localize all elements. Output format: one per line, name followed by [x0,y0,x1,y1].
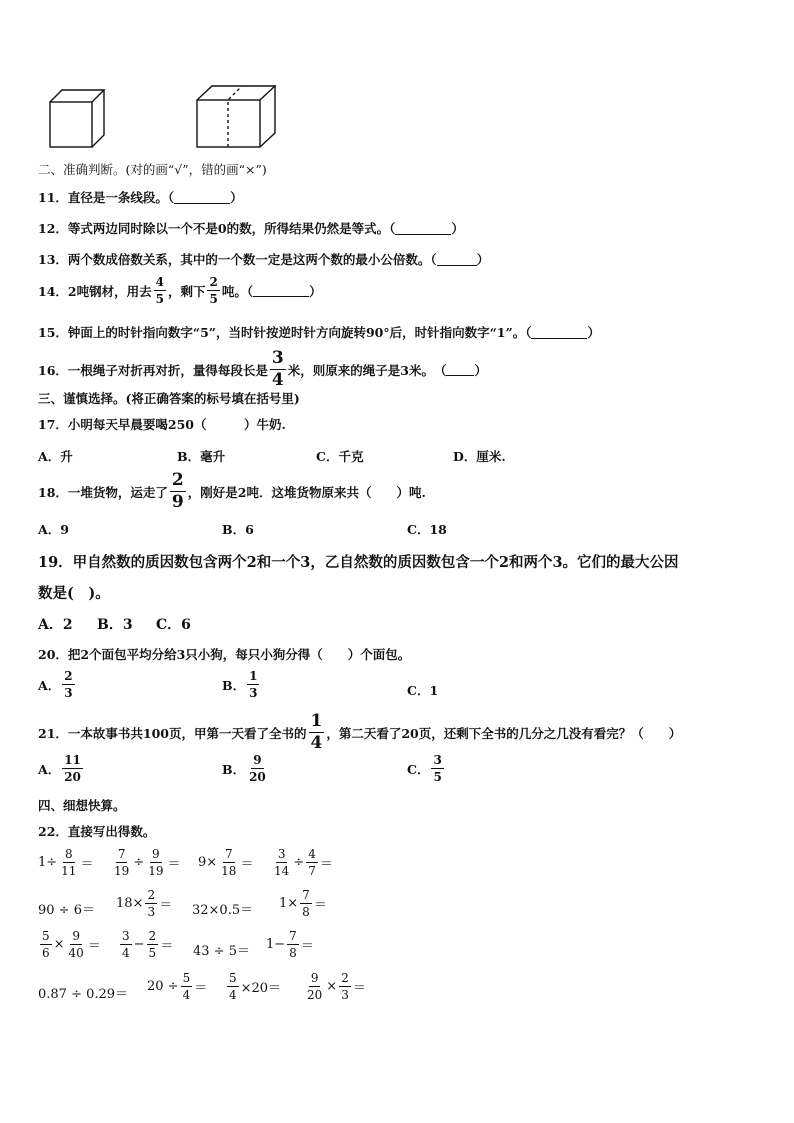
section2-heading: 二、准确判断。(对的画“√”，错的画“×”) [38,162,267,177]
calc-r2-e2: 18× $\frac{2}{3}$ ＝ [116,888,173,919]
question-16: 16．一根绳子对折再对折，量得每段长是 3 4 米，则原来的绳子是3米。 （ ） [38,348,487,390]
calc-r3-e2: 3 4 − $\frac{2}{5}$ ＝ [122,929,174,960]
question-12: 12．等式两边同时除以一个不是0的数，所得结果仍然是等式。（ ） [38,221,464,236]
fraction-1-4: 1 4 [310,711,323,753]
question-19: 19．甲自然数的质因数包含两个2和一个3，乙自然数的质因数包含一个2和两个3。它们的最大公因 [38,554,679,571]
calc-r3-e4: 1− $\frac{7}{8}$ ＝ [266,929,314,960]
answer-blank-13[interactable] [437,253,477,266]
calc-r2-e1: 90 ÷ 6＝ [38,903,95,918]
q17-option-a[interactable]: A．升 [38,449,73,464]
answer-blank-15[interactable] [531,326,587,339]
question-13: 13．两个数成倍数关系，其中的一个数一定是这两个数的最小公倍数。（ ） [38,252,490,267]
fraction-2-5: 2 5 [209,275,218,306]
fraction-9-20: 9 20 [249,753,266,784]
fraction-2-3: 2 3 [64,669,73,700]
q21-option-c[interactable]: C． 3 5 [407,753,442,784]
calc-r1-e4: $\frac{3}{14}$ ÷ $\frac{4}{7}$ ＝ [274,847,333,878]
calc-r4-e2: 20 ÷ $\frac{5}{4}$ ＝ [147,971,208,1002]
fraction-1-3: 1 3 [249,669,258,700]
calc-r4-e1: 0.87 ÷ 0.29＝ [38,987,129,1002]
answer-blank-12[interactable] [395,222,451,235]
calc-r1-e2: $\frac{7}{19}$ ÷ $\frac{9}{19}$ ＝ [114,847,181,878]
q17-option-c[interactable]: C．千克 [316,449,364,464]
q18-option-a[interactable]: A．9 [38,522,69,537]
fraction-3-4: 3 4 [271,348,284,390]
question-11: 11．直径是一条线段。（ ） [38,190,243,205]
q20-option-c[interactable]: C．1 [407,683,439,698]
calc-r2-e4: 1× $\frac{7}{8}$ ＝ [279,888,327,919]
cube-drawing [50,90,104,147]
q18-option-c[interactable]: C．18 [407,522,447,537]
q20-option-a[interactable]: A． 2 3 [38,669,73,700]
answer-blank-11[interactable] [174,191,230,204]
calc-r1-e3: 9× $\frac{7}{18}$ ＝ [198,847,254,878]
calc-r3-e3: 43 ÷ 5＝ [193,944,250,959]
q17-option-b[interactable]: B．毫升 [177,449,226,464]
q20-option-b[interactable]: B． 1 3 [222,669,258,700]
calc-r1-e1: 1÷ $\frac{8}{11}$ ＝ [38,847,94,878]
answer-blank-14[interactable] [253,284,309,297]
q19-option-c[interactable]: C．6 [156,617,191,633]
calc-r2-e3: 32×0.5＝ [192,903,254,918]
calc-r4-e3: $\frac{5}{4}$ ×20＝ [229,971,282,1002]
cube-figures [40,82,290,152]
question-22: 22．直接写出得数。 [38,824,156,839]
answer-blank-16[interactable] [446,363,474,376]
calc-r4-e4: $\frac{9}{20}$ × $\frac{2}{3}$ ＝ [307,971,366,1002]
question-18: 18．一堆货物，运走了 2 9 ，刚好是2吨．这堆货物原来共（ ）吨. [38,470,426,512]
fraction-2-9: 2 9 [171,470,184,512]
question-15: 15．钟面上的时针指向数字“5”，当时针按逆时针方向旋转90°后，时针指向数字“1”。（ ） [38,325,600,340]
question-21: 21．一本故事书共100页，甲第一天看了全书的 1 4 ，第二天看了20页，还剩下全书的几分之几没有看完？（ ） [38,711,682,753]
q18-option-b[interactable]: B．6 [222,522,254,537]
question-20: 20．把2个面包平均分给3只小狗，每只小狗分得（ ）个面包。 [38,647,411,662]
question-14: 14．2吨钢材，用去 4 5 ，剩下 2 5 吨。（ ） [38,275,322,306]
q19-option-a[interactable]: A．2 [38,617,73,633]
calc-r3-e1: $\frac{5}{6}$ × $\frac{9}{40}$ ＝ [42,929,101,960]
section3-heading: 三、谨慎选择。(将正确答案的标号填在括号里) [38,391,300,406]
cuboid-drawing [197,86,275,147]
q19-option-b[interactable]: B．3 [97,617,133,633]
fraction-11-20: 11 20 [64,753,81,784]
q21-option-a[interactable]: A． 11 20 [38,753,81,784]
fraction-3-5: 3 5 [433,753,442,784]
q21-option-b[interactable]: B． 9 20 [222,753,266,784]
question-17: 17．小明每天早晨要喝250（ ）牛奶. [38,417,286,432]
section4-heading: 四、细想快算。 [38,798,126,813]
question-19-cont: 数是( )。 [38,585,110,602]
q17-option-d[interactable]: D．厘米. [453,449,506,464]
fraction-4-5: 4 5 [155,275,164,306]
